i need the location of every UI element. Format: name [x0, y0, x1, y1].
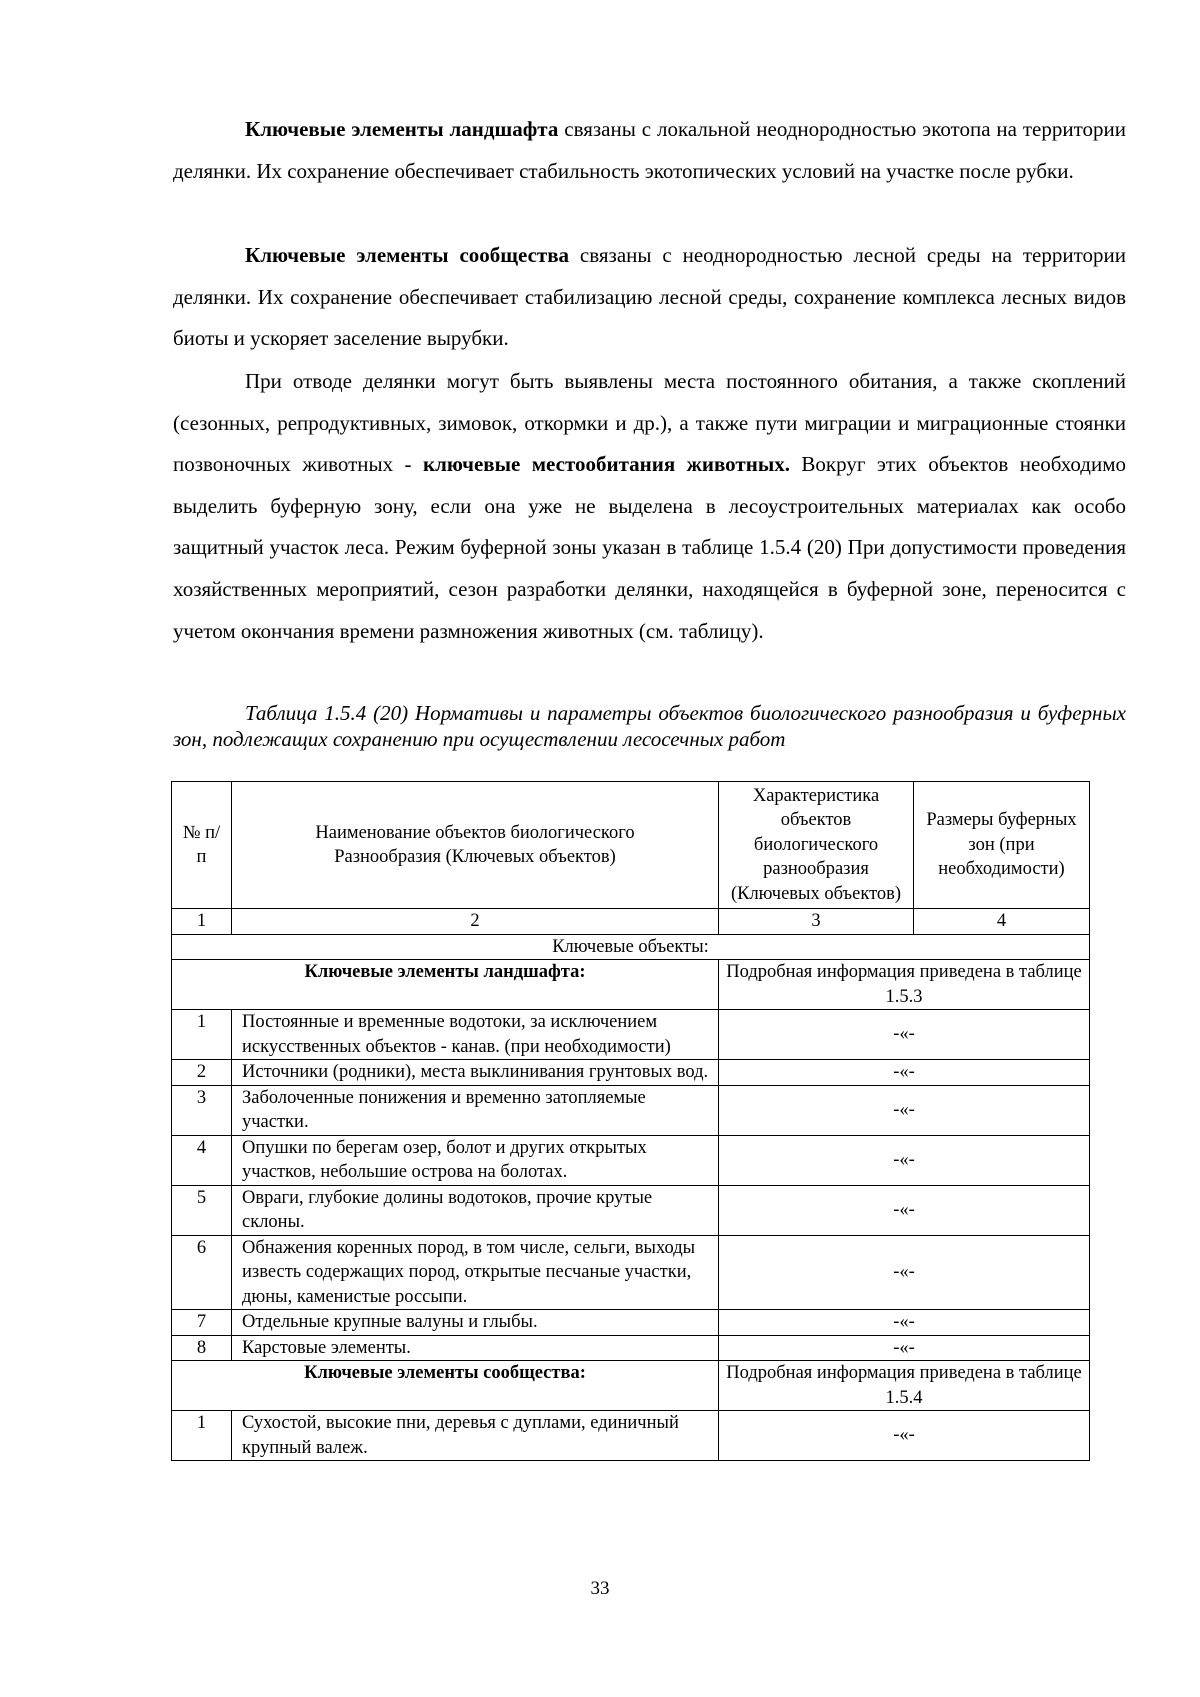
- paragraph-text: При отводе делянки могут быть выявлены места постоянного обитания, а также скоплений (сезонных, репродуктивных, зимовок, откормки и др.), а также пути миграции и миграционные стоянки позвоночных животных -: [173, 369, 1126, 477]
- paragraph-text: связаны с локальной неоднородностью экотопа на территории делянки. Их сохранение обеспечивает стабильность экотопических условий на участке после рубки.: [173, 117, 1126, 183]
- table-row: [172, 1411, 1090, 1461]
- section-info-community: Подробная информация приведена в таблице 1.5.4: [719, 1361, 1090, 1411]
- row-object-name: Заболоченные понижения и временно затопляемые участки.: [232, 1085, 719, 1135]
- table-row: [172, 1235, 1090, 1310]
- table-row: [172, 1085, 1090, 1135]
- row-object-name: Сухостой, высокие пни, деревья с дуплами, единичный крупный валеж.: [232, 1411, 719, 1461]
- paragraph-text: связаны с неоднородностью лесной среды на территории делянки. Их сохранение обеспечивает стабилизацию лесной среды, сохранение комплекса лесных видов биоты и ускоряет заселение вырубки.: [173, 243, 1126, 351]
- table-row: [172, 1335, 1090, 1361]
- biodiversity-table: [171, 781, 1090, 1461]
- row-value: -«-: [719, 1085, 1090, 1135]
- section-info-landscape: Подробная информация приведена в таблице 1.5.3: [719, 960, 1090, 1010]
- row-value: -«-: [719, 1335, 1090, 1361]
- page-number: 33: [590, 1578, 610, 1599]
- row-value: -«-: [719, 1235, 1090, 1310]
- row-object-name: Опушки по берегам озер, болот и других открытых участков, небольшие острова на болотах.: [232, 1135, 719, 1185]
- column-number: 1: [172, 909, 232, 935]
- row-object-name: Обнажения коренных пород, в том числе, сельги, выходы известь содержащих пород, открытые песчаные участки, дюны, каменистые россыпи.: [232, 1235, 719, 1310]
- row-object-name: Карстовые элементы.: [232, 1335, 719, 1361]
- row-number: 3: [172, 1085, 232, 1135]
- table-caption: Таблица 1.5.4 (20) Нормативы и параметры объектов биологического разнообразия и буферных зон, подлежащих сохранению при осуществлении лесосечных работ: [173, 701, 1126, 751]
- row-number: 4: [172, 1135, 232, 1185]
- row-number: 2: [172, 1060, 232, 1086]
- row-number: 7: [172, 1310, 232, 1336]
- table-row: [172, 1310, 1090, 1336]
- section-title-landscape: Ключевые элементы ландшафта:: [172, 960, 719, 1010]
- paragraph-community-elements: [173, 235, 1126, 360]
- column-number: 4: [914, 909, 1090, 935]
- key-objects-label: Ключевые объекты:: [172, 934, 1090, 960]
- table-row: [172, 1185, 1090, 1235]
- table-header-row: [172, 782, 1090, 909]
- row-value: -«-: [719, 1185, 1090, 1235]
- row-number: 5: [172, 1185, 232, 1235]
- term-landscape-elements: Ключевые элементы ландшафта: [245, 117, 559, 141]
- row-number: 1: [172, 1411, 232, 1461]
- table-row: [172, 1135, 1090, 1185]
- row-value: -«-: [719, 1060, 1090, 1086]
- paragraph-landscape-elements: [173, 109, 1126, 192]
- header-characteristic: Характеристика объектов биологического разнообразия (Ключевых объектов): [719, 782, 914, 909]
- row-number: 1: [172, 1010, 232, 1060]
- header-name: Наименование объектов биологического Разнообразия (Ключевых объектов): [232, 782, 719, 909]
- column-number: 3: [719, 909, 914, 935]
- row-value: -«-: [719, 1010, 1090, 1060]
- section-row-community: [172, 1361, 1090, 1411]
- column-number-row: [172, 909, 1090, 935]
- row-number: 8: [172, 1335, 232, 1361]
- row-value: -«-: [719, 1310, 1090, 1336]
- row-number: 6: [172, 1235, 232, 1310]
- row-value: -«-: [719, 1411, 1090, 1461]
- term-animal-habitats: ключевые местообитания животных.: [422, 452, 790, 477]
- key-objects-row: [172, 934, 1090, 960]
- row-object-name: Отдельные крупные валуны и глыбы.: [232, 1310, 719, 1336]
- row-value: -«-: [719, 1135, 1090, 1185]
- row-object-name: Источники (родники), места выклинивания грунтовых вод.: [232, 1060, 719, 1086]
- table-row: [172, 1060, 1090, 1086]
- section-title-community: Ключевые элементы сообщества:: [172, 1361, 719, 1411]
- row-object-name: Овраги, глубокие долины водотоков, прочие крутые склоны.: [232, 1185, 719, 1235]
- paragraph-animal-habitats: [173, 361, 1126, 652]
- row-object-name: Постоянные и временные водотоки, за исключением искусственных объектов - канав. (при необходимости): [232, 1010, 719, 1060]
- column-number: 2: [232, 909, 719, 935]
- paragraph-text: Вокруг этих объектов необходимо выделить буферную зону, если она уже не выделена в лесоустроительных материалах как особо защитный участок леса. Режим буферной зоны указан в таблице 1.5.4 (20) При допустимости проведения хозяйственных мероприятий, сезон разработки делянки, находящейся в буферной зоне, переносится с учетом окончания времени размножения животных (см. таблицу).: [173, 452, 1126, 643]
- header-number: № п/п: [172, 782, 232, 909]
- term-community-elements: Ключевые элементы сообщества: [245, 243, 570, 267]
- section-row-landscape: [172, 960, 1090, 1010]
- table-row: [172, 1010, 1090, 1060]
- header-buffer-size: Размеры буферных зон (при необходимости): [914, 782, 1090, 909]
